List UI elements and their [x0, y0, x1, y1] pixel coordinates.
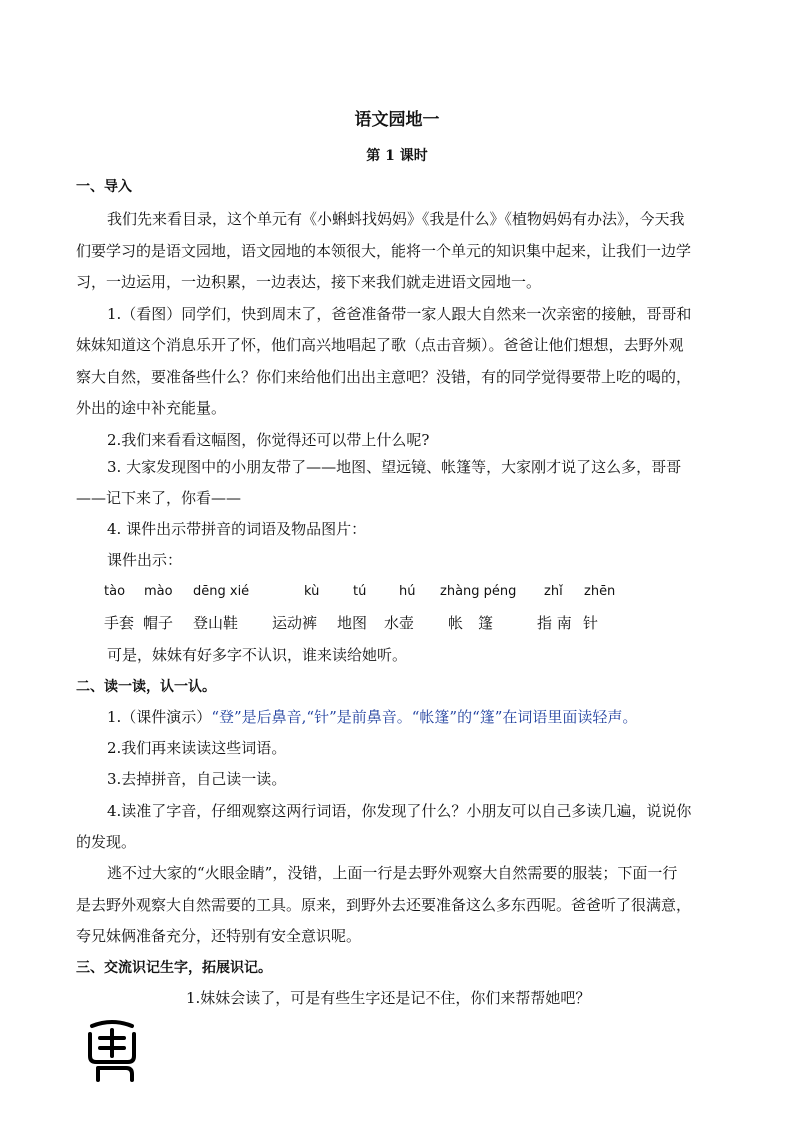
paragraph-line: 1.妹妹会读了，可是有些生字还是记不住，你们来帮帮她吧？ — [186, 989, 591, 1007]
section-heading-intro: 一、导入 — [76, 179, 132, 195]
pinyin-label: hú — [399, 584, 416, 599]
paragraph-line: 3.去掉拼音，自己读一读。 — [107, 770, 287, 788]
paragraph-line: 4. 课件出示带拼音的词语及物品图片： — [107, 520, 367, 538]
paragraph-line: 2.我们再来读读这些词语。 — [107, 739, 287, 757]
pinyin-label: zhǐ — [544, 584, 563, 599]
paragraph-line: 察大自然，要准备些什么？你们来给他们出出主意吧？没错，有的同学觉得要带上吃的喝的， — [76, 368, 692, 386]
section-heading-exchange: 三、交流识记生字，拓展识记。 — [76, 960, 272, 976]
paragraph-line: 是去野外观察大自然需要的工具。原来，到野外去还要准备这么多东西呢。爸爸听了很满意， — [76, 896, 692, 914]
demo-prefix: 1.（课件演示） — [107, 708, 212, 726]
page-title: 语文园地一 — [354, 110, 440, 130]
word-label: 针 — [583, 614, 599, 632]
section-heading-read: 二、读一读，认一认。 — [76, 679, 216, 695]
paragraph-line: 课件出示： — [107, 551, 183, 569]
paragraph-line: 1.（看图）同学们，快到周末了，爸爸准备带一家人跟大自然来一次亲密的接触，哥哥和 — [107, 305, 692, 323]
paragraph-line: ——记下来了，你看—— — [76, 489, 242, 507]
pinyin-label: zhàng péng — [440, 584, 517, 599]
word-label: 指 南 — [537, 614, 572, 632]
word-label: 帐 篷 — [448, 614, 494, 632]
paragraph-line: 外出的途中补充能量。 — [76, 399, 227, 417]
pinyin-label: zhēn — [584, 584, 616, 599]
paragraph-line: 我们先来看目录，这个单元有《小蝌蚪找妈妈》《我是什么》《植物妈妈有办法》，今天我 — [107, 210, 685, 228]
word-label: 帽子 — [143, 614, 174, 632]
paragraph-line: 可是，妹妹有好多字不认识，谁来读给她听。 — [107, 646, 408, 664]
pinyin-label: dēng xié — [193, 584, 250, 599]
paragraph-line: 妹妹知道这个消息乐开了怀，他们高兴地唱起了歌（点击音频）。爸爸让他们想想，去野外观 — [76, 336, 684, 354]
word-label: 运动裤 — [272, 614, 318, 632]
paragraph-line — [107, 706, 637, 727]
paragraph-line: 2.我们来看看这幅图，你觉得还可以带上什么呢? — [107, 431, 430, 449]
pinyin-label: kù — [304, 584, 320, 599]
word-label: 登山鞋 — [193, 614, 239, 632]
paragraph-line: 4.读准了字音，仔细观察这两行词语，你发现了什么？小朋友可以自己多读几遍，说说你 — [107, 802, 692, 820]
paragraph-line: 3. 大家发现图中的小朋友带了——地图、望远镜、帐篷等，大家刚才说了这么多，哥哥 — [107, 458, 682, 476]
pinyin-label: tú — [353, 584, 367, 599]
pinyin-label: mào — [144, 584, 173, 599]
paragraph-line: 习，一边运用，一边积累，一边表达，接下来我们就走进语文园地一。 — [76, 273, 542, 291]
word-label: 水壶 — [384, 614, 415, 632]
lesson-subtitle: 第 1 课时 — [366, 148, 428, 164]
word-label: 手套 — [104, 614, 135, 632]
paragraph-line: 们要学习的是语文园地，语文园地的本领很大，能将一个单元的知识集中起来，让我们一边学 — [76, 242, 692, 260]
pronunciation-note: “登”是后鼻音,“针”是前鼻音。“帐篷”的“篷”在词语里面读轻声。 — [211, 708, 638, 726]
paragraph-line: 的发现。 — [76, 833, 137, 851]
paragraph-line: 逃不过大家的“火眼金睛”，没错，上面一行是去野外观察大自然需要的服装；下面一行 — [107, 864, 678, 882]
seal-script-character-icon — [84, 1016, 140, 1082]
pinyin-label: tào — [104, 584, 126, 599]
word-label: 地图 — [337, 614, 368, 632]
paragraph-line: 夸兄妹俩准备充分，还特别有安全意识呢。 — [76, 927, 362, 945]
